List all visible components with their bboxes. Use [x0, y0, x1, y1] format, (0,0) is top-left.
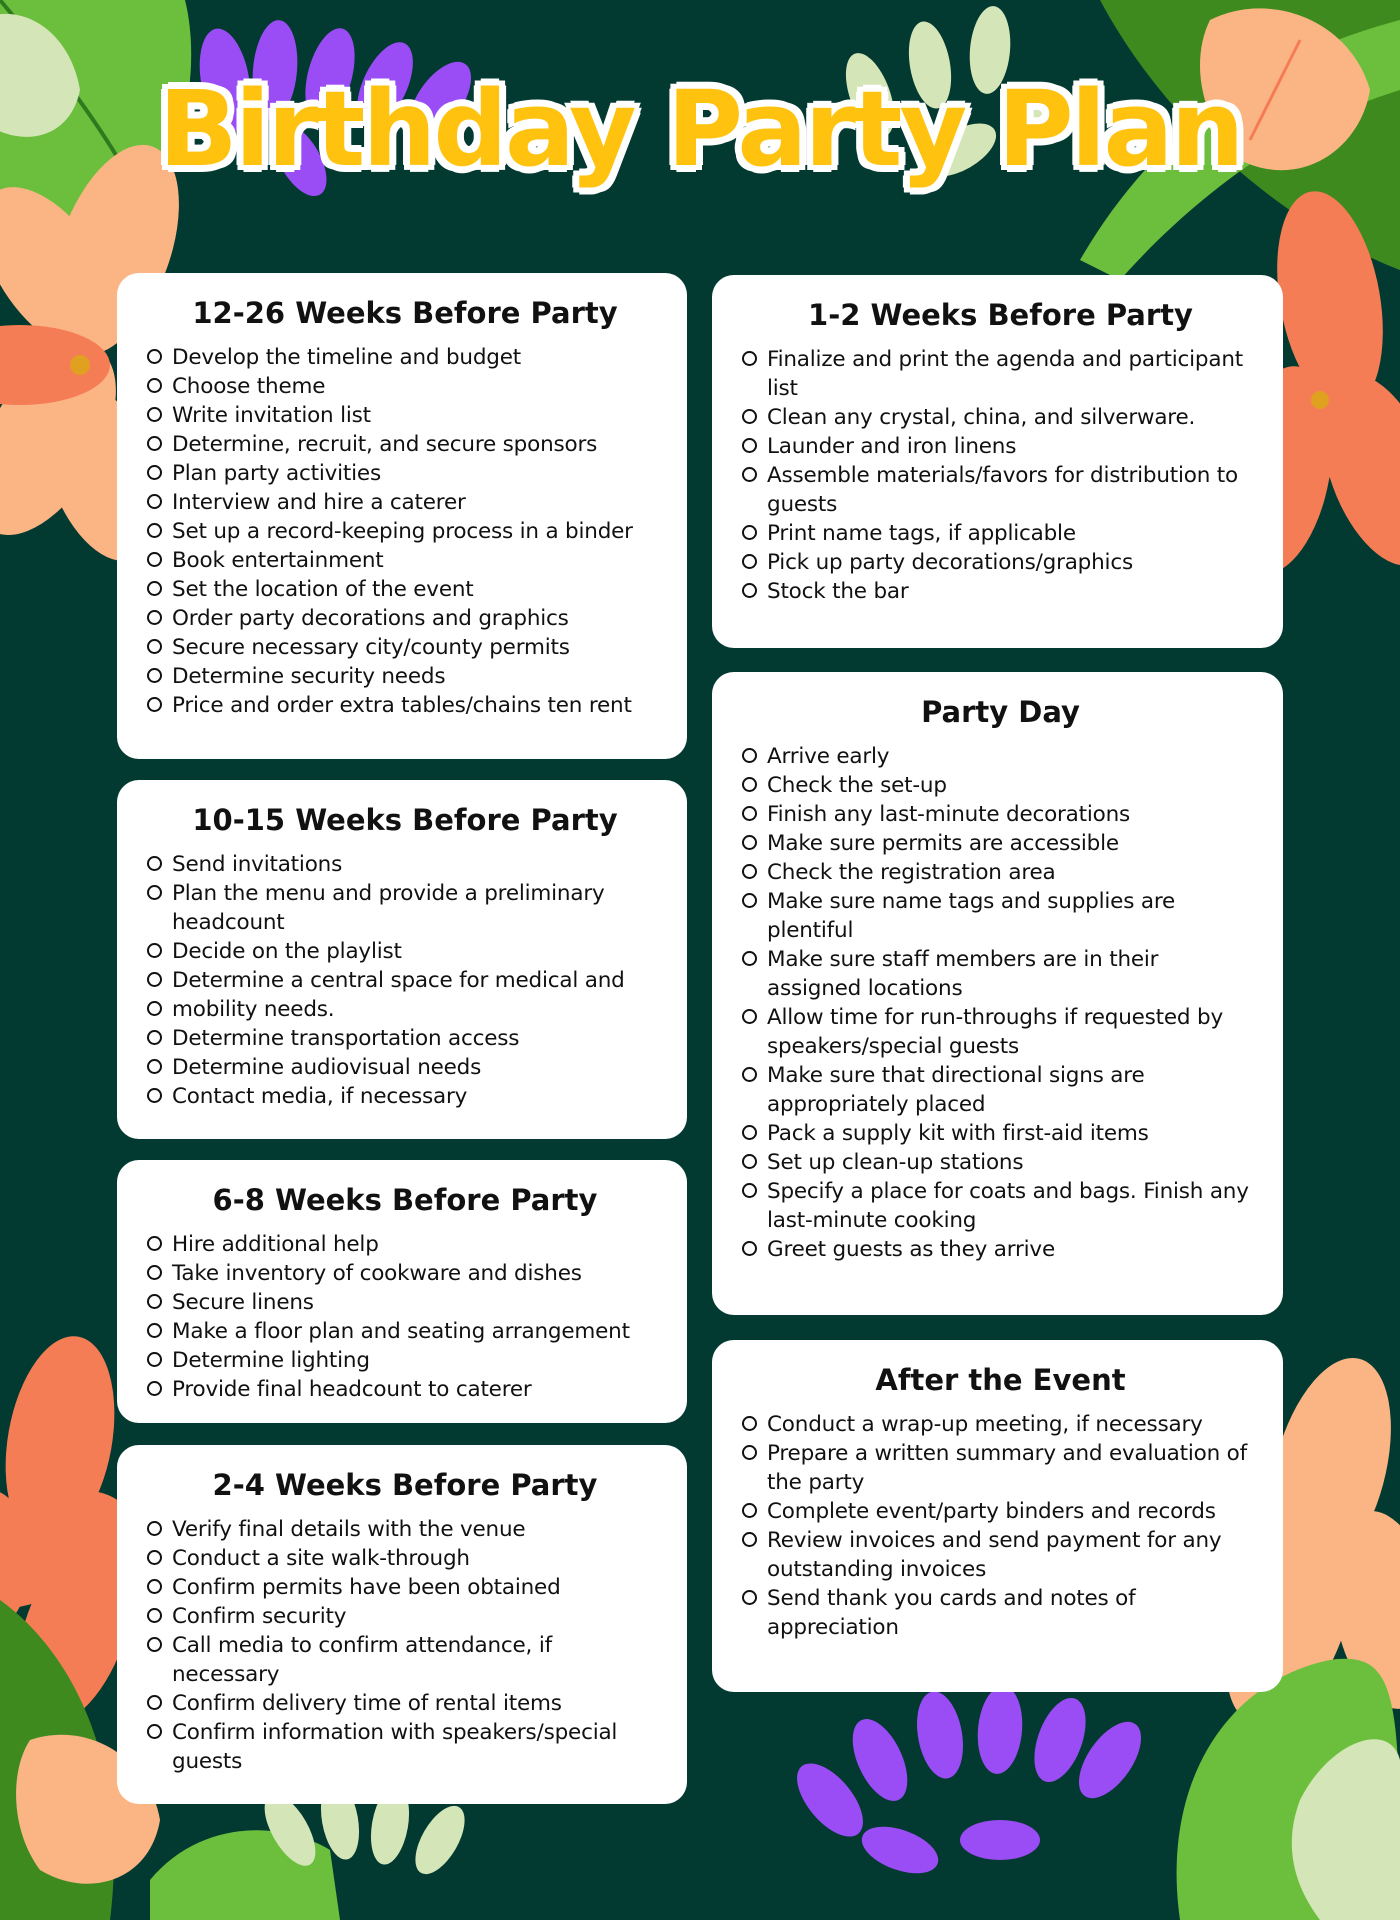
checklist — [147, 1230, 663, 1404]
checklist-item-text: Pack a supply kit with first-aid items — [767, 1121, 1149, 1146]
checklist — [147, 850, 663, 1111]
checkbox-circle-icon[interactable] — [742, 1183, 757, 1198]
section-12-26-weeks — [117, 273, 687, 759]
checklist-item-text: Greet guests as they arrive — [767, 1237, 1055, 1262]
section-heading: 2-4 Weeks Before Party — [212, 1468, 598, 1502]
checkbox-circle-icon[interactable] — [147, 1294, 162, 1309]
checklist-item[interactable] — [742, 858, 1259, 887]
checklist-item-text: Set up clean-up stations — [767, 1150, 1024, 1175]
checklist-item-text: Finish any last-minute decorations — [767, 802, 1131, 827]
checklist-item-text: Send invitations — [172, 852, 343, 877]
checkbox-circle-icon[interactable] — [742, 1532, 757, 1547]
checkbox-circle-icon[interactable] — [742, 806, 757, 821]
checkbox-circle-icon[interactable] — [147, 1608, 162, 1623]
page-title: Birthday Party Plan — [158, 68, 1242, 190]
checklist-item-text: Set up a record-keeping process in a binder — [172, 519, 633, 544]
checklist-item-text: Stock the bar — [767, 579, 909, 604]
checklist — [742, 742, 1259, 1264]
checklist-item-text: Clean any crystal, china, and silverware. — [767, 405, 1196, 430]
checkbox-circle-icon[interactable] — [147, 1236, 162, 1251]
checklist-item-text: Determine transportation access — [172, 1026, 520, 1051]
checklist-item[interactable] — [742, 1410, 1259, 1439]
checklist-item-text: Secure linens — [172, 1290, 314, 1315]
checklist-item-text: Determine, recruit, and secure sponsors — [172, 432, 598, 457]
checkbox-circle-icon[interactable] — [742, 748, 757, 763]
checklist-item[interactable] — [742, 771, 1259, 800]
checkbox-circle-icon[interactable] — [742, 1503, 757, 1518]
checklist-item-text: Take inventory of cookware and dishes — [172, 1261, 582, 1286]
checkbox-circle-icon[interactable] — [742, 467, 757, 482]
section-after-the-event — [712, 1340, 1283, 1692]
checklist-item[interactable] — [147, 1024, 663, 1053]
checklist-item[interactable] — [742, 548, 1259, 577]
checkbox-circle-icon[interactable] — [147, 378, 162, 393]
checkbox-circle-icon[interactable] — [147, 639, 162, 654]
checklist-item[interactable] — [147, 662, 663, 691]
checkbox-circle-icon[interactable] — [147, 349, 162, 364]
checklist-item[interactable] — [147, 1082, 663, 1111]
checkbox-circle-icon[interactable] — [147, 1637, 162, 1652]
checkbox-circle-icon[interactable] — [147, 1579, 162, 1594]
checklist-item[interactable] — [147, 372, 663, 401]
checklist-item-text: Develop the timeline and budget — [172, 345, 521, 370]
checklist-item-text: Choose theme — [172, 374, 326, 399]
checklist-item[interactable] — [147, 1317, 663, 1346]
checklist-item[interactable] — [147, 604, 663, 633]
checklist-item[interactable] — [147, 430, 663, 459]
checkbox-circle-icon[interactable] — [742, 1445, 757, 1460]
checklist-item[interactable] — [742, 1235, 1259, 1264]
checklist-item[interactable] — [147, 1602, 663, 1631]
checkbox-circle-icon[interactable] — [742, 1067, 757, 1082]
checklist — [742, 1410, 1259, 1642]
checkbox-circle-icon[interactable] — [147, 552, 162, 567]
checklist-item[interactable] — [742, 742, 1259, 771]
checklist-item[interactable] — [147, 937, 663, 966]
checklist-item[interactable] — [147, 1288, 663, 1317]
checklist-item-text: Confirm information with speakers/special guests — [172, 1720, 618, 1774]
checklist-item[interactable] — [742, 945, 1259, 1003]
checklist-item[interactable] — [742, 1497, 1259, 1526]
checklist-item[interactable] — [147, 1053, 663, 1082]
checklist-item-text: Confirm permits have been obtained — [172, 1575, 561, 1600]
checklist-item[interactable] — [147, 546, 663, 575]
checklist-item-text: Launder and iron linens — [767, 434, 1017, 459]
checklist-item[interactable] — [147, 633, 663, 662]
checklist-item-text: Arrive early — [767, 744, 890, 769]
checklist-item-text: Review invoices and send payment for any outstanding invoices — [767, 1528, 1222, 1582]
checklist-item[interactable] — [147, 850, 663, 879]
checkbox-circle-icon[interactable] — [742, 951, 757, 966]
checklist-item-text: Finalize and print the agenda and participant list — [767, 347, 1243, 401]
checkbox-circle-icon[interactable] — [742, 1241, 757, 1256]
checklist-item[interactable] — [147, 1544, 663, 1573]
checklist-item-text: Check the registration area — [767, 860, 1056, 885]
checklist-item-text: Provide final headcount to caterer — [172, 1377, 532, 1402]
checkbox-circle-icon[interactable] — [147, 1381, 162, 1396]
checklist-item-text: Pick up party decorations/graphics — [767, 550, 1133, 575]
checklist-item-text: Check the set-up — [767, 773, 947, 798]
checklist-item-text: Write invitation list — [172, 403, 371, 428]
checkbox-circle-icon[interactable] — [742, 1590, 757, 1605]
checkbox-circle-icon[interactable] — [147, 436, 162, 451]
checklist-item[interactable] — [147, 1230, 663, 1259]
checklist-item-text: mobility needs. — [172, 997, 335, 1022]
checkbox-circle-icon[interactable] — [147, 1550, 162, 1565]
checkbox-circle-icon[interactable] — [742, 409, 757, 424]
checklist-item[interactable] — [147, 575, 663, 604]
checkbox-circle-icon[interactable] — [147, 885, 162, 900]
checklist-item-text: Assemble materials/favors for distribution to guests — [767, 463, 1238, 517]
checkbox-circle-icon[interactable] — [742, 1009, 757, 1024]
checklist-item-text: Plan party activities — [172, 461, 381, 486]
checklist-item[interactable] — [742, 1148, 1259, 1177]
checklist-item-text: Determine lighting — [172, 1348, 370, 1373]
checkbox-circle-icon[interactable] — [742, 864, 757, 879]
checklist-item[interactable] — [742, 1003, 1259, 1061]
checklist-item-text: Make sure that directional signs are appropriately placed — [767, 1063, 1145, 1117]
checklist-item[interactable] — [147, 517, 663, 546]
checklist-item[interactable] — [742, 461, 1259, 519]
section-heading: After the Event — [875, 1363, 1126, 1397]
checkbox-circle-icon[interactable] — [147, 407, 162, 422]
checklist-item-text: Decide on the playlist — [172, 939, 402, 964]
checklist-item[interactable] — [742, 829, 1259, 858]
checkbox-circle-icon[interactable] — [147, 1695, 162, 1710]
section-10-15-weeks — [117, 780, 687, 1139]
checkbox-circle-icon[interactable] — [742, 1416, 757, 1431]
checklist-item[interactable] — [147, 879, 663, 937]
purple-sprig-bottom — [785, 1684, 1153, 1882]
checkbox-circle-icon[interactable] — [147, 1059, 162, 1074]
section-2-4-weeks — [117, 1445, 687, 1804]
checkbox-circle-icon[interactable] — [147, 668, 162, 683]
checklist-item[interactable] — [147, 1515, 663, 1544]
section-party-day — [712, 672, 1283, 1315]
leaves-bottom-right — [1177, 1659, 1400, 1920]
checkbox-circle-icon[interactable] — [147, 1265, 162, 1280]
checklist-item[interactable] — [742, 1061, 1259, 1119]
checklist-item[interactable] — [147, 401, 663, 430]
checklist-item-text: Determine a central space for medical and — [172, 968, 625, 993]
checklist-item[interactable] — [742, 1177, 1259, 1235]
checkbox-circle-icon[interactable] — [147, 1088, 162, 1103]
checkbox-circle-icon[interactable] — [742, 525, 757, 540]
checklist-item-text: Specify a place for coats and bags. Finish any last-minute cooking — [767, 1179, 1249, 1233]
checklist-item[interactable] — [742, 800, 1259, 829]
checklist — [147, 343, 663, 720]
checklist-item[interactable] — [147, 1375, 663, 1404]
checkbox-circle-icon[interactable] — [147, 610, 162, 625]
checklist-item[interactable] — [742, 432, 1259, 461]
checklist-item-text: Make sure staff members are in their assigned locations — [767, 947, 1159, 1001]
checklist-item-text: Hire additional help — [172, 1232, 379, 1257]
checklist-item-text: Price and order extra tables/chains ten rent — [172, 693, 632, 718]
checklist-item-text: Order party decorations and graphics — [172, 606, 569, 631]
checklist-item[interactable] — [147, 1631, 663, 1689]
checkbox-circle-icon[interactable] — [147, 697, 162, 712]
checklist-item-text: Secure necessary city/county permits — [172, 635, 570, 660]
checklist-item[interactable] — [742, 887, 1259, 945]
checklist-item[interactable] — [147, 343, 663, 372]
checklist-item-text: Set the location of the event — [172, 577, 474, 602]
checkbox-circle-icon[interactable] — [742, 1125, 757, 1140]
checkbox-circle-icon[interactable] — [742, 835, 757, 850]
checklist-item-text: Determine audiovisual needs — [172, 1055, 482, 1080]
checklist-item-text: Contact media, if necessary — [172, 1084, 468, 1109]
checklist-item-text: Book entertainment — [172, 548, 384, 573]
checklist — [147, 1515, 663, 1776]
checklist-item[interactable] — [147, 1689, 663, 1718]
checklist-item[interactable] — [742, 1439, 1259, 1497]
checklist-item[interactable] — [742, 1526, 1259, 1584]
checklist-item-text: Conduct a wrap-up meeting, if necessary — [767, 1412, 1203, 1437]
checklist-item-text: Print name tags, if applicable — [767, 521, 1076, 546]
checklist-item-text: Determine security needs — [172, 664, 446, 689]
section-heading: 10-15 Weeks Before Party — [192, 803, 618, 837]
checkbox-circle-icon[interactable] — [742, 438, 757, 453]
checklist-item-text: Allow time for run-throughs if requested by speakers/special guests — [767, 1005, 1223, 1059]
section-6-8-weeks — [117, 1160, 687, 1423]
checkbox-circle-icon[interactable] — [147, 1030, 162, 1045]
checkbox-circle-icon[interactable] — [147, 943, 162, 958]
checklist-item-text: Call media to confirm attendance, if necessary — [172, 1633, 552, 1687]
checklist-item-text: Verify final details with the venue — [172, 1517, 526, 1542]
checklist-item-text: Plan the menu and provide a preliminary headcount — [172, 881, 605, 935]
checkbox-circle-icon[interactable] — [147, 581, 162, 596]
checkbox-circle-icon[interactable] — [742, 583, 757, 598]
checklist-item[interactable] — [742, 519, 1259, 548]
checklist-item-text: Complete event/party binders and records — [767, 1499, 1216, 1524]
checkbox-circle-icon[interactable] — [147, 523, 162, 538]
checkbox-circle-icon[interactable] — [147, 465, 162, 480]
checkbox-circle-icon[interactable] — [147, 494, 162, 509]
section-heading: Party Day — [921, 695, 1080, 729]
checklist-item[interactable] — [147, 488, 663, 517]
checklist-item[interactable] — [742, 403, 1259, 432]
checkbox-circle-icon[interactable] — [742, 554, 757, 569]
checkbox-circle-icon[interactable] — [147, 1724, 162, 1739]
checklist-item[interactable] — [742, 1584, 1259, 1642]
checklist-item[interactable] — [742, 345, 1259, 403]
checklist-item-text: Confirm delivery time of rental items — [172, 1691, 562, 1716]
checklist-item-text: Prepare a written summary and evaluation of the party — [767, 1441, 1248, 1495]
checkbox-circle-icon[interactable] — [742, 1154, 757, 1169]
checklist-item-text: Confirm security — [172, 1604, 347, 1629]
checkbox-circle-icon[interactable] — [742, 777, 757, 792]
checkbox-circle-icon[interactable] — [147, 1323, 162, 1338]
checklist-item[interactable] — [147, 459, 663, 488]
checklist-item[interactable] — [147, 1346, 663, 1375]
checklist-item[interactable] — [742, 577, 1259, 606]
checklist-item-text: Make sure name tags and supplies are plentiful — [767, 889, 1176, 943]
checkbox-circle-icon[interactable] — [742, 351, 757, 366]
checklist-item-text: Make a floor plan and seating arrangement — [172, 1319, 630, 1344]
checklist-item[interactable] — [147, 1259, 663, 1288]
checklist — [742, 345, 1259, 606]
section-1-2-weeks — [712, 275, 1283, 648]
checkbox-circle-icon[interactable] — [147, 1521, 162, 1536]
checkbox-circle-icon[interactable] — [147, 1001, 162, 1016]
checkbox-circle-icon[interactable] — [742, 893, 757, 908]
checklist-item-text: Send thank you cards and notes of appreciation — [767, 1586, 1136, 1640]
checkbox-circle-icon[interactable] — [147, 1352, 162, 1367]
section-heading: 6-8 Weeks Before Party — [212, 1183, 598, 1217]
checklist-item[interactable] — [147, 691, 663, 720]
checklist-item-text: Interview and hire a caterer — [172, 490, 466, 515]
checklist-item-text: Make sure permits are accessible — [767, 831, 1119, 856]
checklist-item[interactable] — [147, 995, 663, 1024]
checklist-item[interactable] — [147, 966, 663, 995]
checklist-item-text: Conduct a site walk-through — [172, 1546, 470, 1571]
section-heading: 1-2 Weeks Before Party — [808, 298, 1193, 332]
section-heading: 12-26 Weeks Before Party — [192, 296, 618, 330]
checkbox-circle-icon[interactable] — [147, 856, 162, 871]
checklist-item[interactable] — [147, 1718, 663, 1776]
checklist-item[interactable] — [147, 1573, 663, 1602]
checklist-item[interactable] — [742, 1119, 1259, 1148]
checkbox-circle-icon[interactable] — [147, 972, 162, 987]
